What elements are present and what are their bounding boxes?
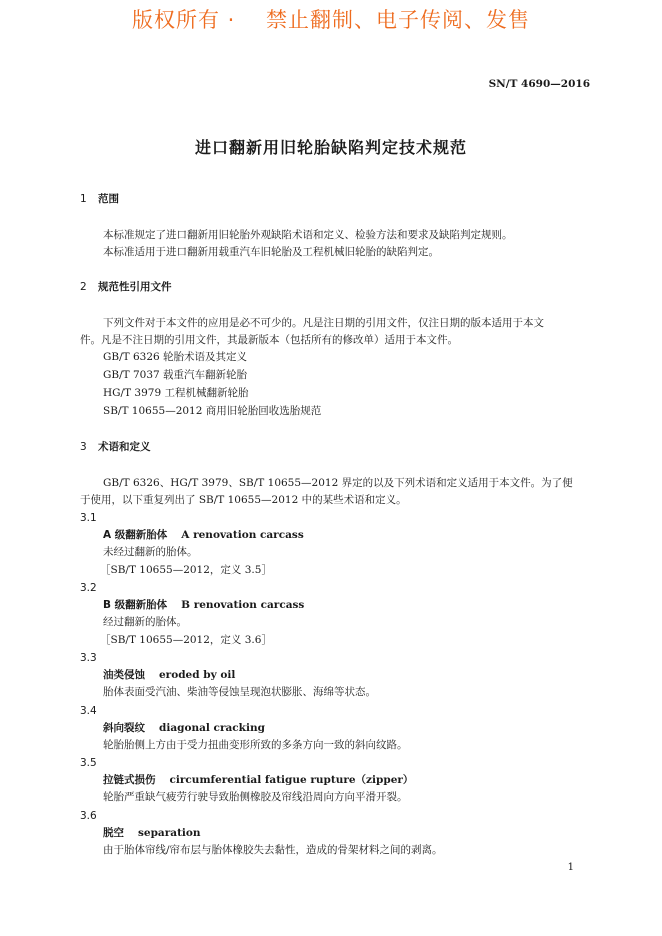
term-name-zh: 拉链式损伤 bbox=[103, 774, 156, 786]
term-name bbox=[103, 528, 304, 542]
term-number: 3.2 bbox=[80, 582, 97, 594]
term-name bbox=[103, 773, 413, 787]
term-name-zh: 脱空 bbox=[103, 827, 124, 839]
term-definition: 由于胎体帘线/帘布层与胎体橡胶失去黏性，造成的骨架材料之间的剥离。 bbox=[103, 844, 443, 856]
term-name-en: diagonal cracking bbox=[159, 722, 265, 734]
term-name bbox=[103, 668, 235, 682]
term-name-en: separation bbox=[138, 827, 201, 839]
term-name bbox=[103, 826, 201, 840]
section-title: 范围 bbox=[98, 193, 119, 205]
term-number: 3.3 bbox=[80, 652, 97, 664]
term-name-en: B renovation carcass bbox=[181, 599, 305, 611]
section-2-heading bbox=[80, 280, 172, 294]
page-number: 1 bbox=[567, 862, 574, 873]
term-definition: 未经过翻新的胎体。 bbox=[103, 546, 198, 558]
term-number: 3.4 bbox=[80, 705, 97, 717]
copyright-watermark: 版权所有 · 禁止翻制、电子传阅、发售 bbox=[131, 8, 531, 32]
document-title: 进口翻新用旧轮胎缺陷判定技术规范 bbox=[194, 138, 467, 157]
term-definition: 轮胎胎侧上方由于受力扭曲变形所致的多条方向一致的斜向纹路。 bbox=[103, 739, 408, 751]
term-name-en: A renovation carcass bbox=[181, 529, 304, 541]
paragraph: 本标准适用于进口翻新用载重汽车旧轮胎及工程机械旧轮胎的缺陷判定。 bbox=[103, 246, 439, 258]
reference-item: SB/T 10655—2012 商用旧轮胎回收选胎规范 bbox=[103, 405, 322, 417]
section-title: 术语和定义 bbox=[98, 441, 151, 453]
term-name-zh: 斜向裂纹 bbox=[103, 722, 145, 734]
term-definition: 轮胎严重缺气疲劳行驶导致胎侧橡胶及帘线沿周向方向平滑开裂。 bbox=[103, 791, 408, 803]
paragraph: 本标准规定了进口翻新用旧轮胎外观缺陷术语和定义、检验方法和要求及缺陷判定规则。 bbox=[103, 229, 513, 241]
section-1-heading bbox=[80, 192, 119, 206]
term-source: ［SB/T 10655—2012，定义 3.6］ bbox=[100, 634, 272, 646]
standard-code: SN/T 4690—2016 bbox=[488, 78, 590, 90]
term-name-en: circumferential fatigue rupture（zipper） bbox=[169, 774, 414, 786]
section-number: 3 bbox=[80, 441, 87, 453]
term-definition: 经过翻新的胎体。 bbox=[103, 616, 187, 628]
term-name-en: eroded by oil bbox=[159, 669, 236, 681]
term-number: 3.5 bbox=[80, 757, 97, 769]
term-name-zh: 油类侵蚀 bbox=[103, 669, 145, 681]
term-number: 3.1 bbox=[80, 512, 97, 524]
paragraph: 于使用，以下重复列出了 SB/T 10655—2012 中的某些术语和定义。 bbox=[80, 494, 407, 506]
term-definition: 胎体表面受汽油、柴油等侵蚀呈现泡状膨胀、海绵等状态。 bbox=[103, 686, 376, 698]
paragraph: GB/T 6326、HG/T 3979、SB/T 10655—2012 界定的以及下列术语和定义适用于本文件。为了便 bbox=[103, 477, 573, 489]
section-3-heading bbox=[80, 440, 151, 454]
term-number: 3.6 bbox=[80, 810, 97, 822]
reference-item: GB/T 6326 轮胎术语及其定义 bbox=[103, 351, 248, 363]
section-number: 1 bbox=[80, 193, 87, 205]
section-title: 规范性引用文件 bbox=[98, 281, 172, 293]
paragraph: 下列文件对于本文件的应用是必不可少的。凡是注日期的引用文件，仅注日期的版本适用于本文 bbox=[103, 317, 544, 329]
reference-item: HG/T 3979 工程机械翻新轮胎 bbox=[103, 387, 249, 399]
section-number: 2 bbox=[80, 281, 87, 293]
term-name bbox=[103, 598, 304, 612]
term-name bbox=[103, 721, 265, 735]
paragraph: 件。凡是不注日期的引用文件，其最新版本（包括所有的修改单）适用于本文件。 bbox=[80, 334, 458, 346]
term-name-zh: A 级翻新胎体 bbox=[103, 529, 168, 541]
term-name-zh: B 级翻新胎体 bbox=[103, 599, 168, 611]
reference-item: GB/T 7037 载重汽车翻新轮胎 bbox=[103, 369, 248, 381]
term-source: ［SB/T 10655—2012，定义 3.5］ bbox=[100, 564, 272, 576]
